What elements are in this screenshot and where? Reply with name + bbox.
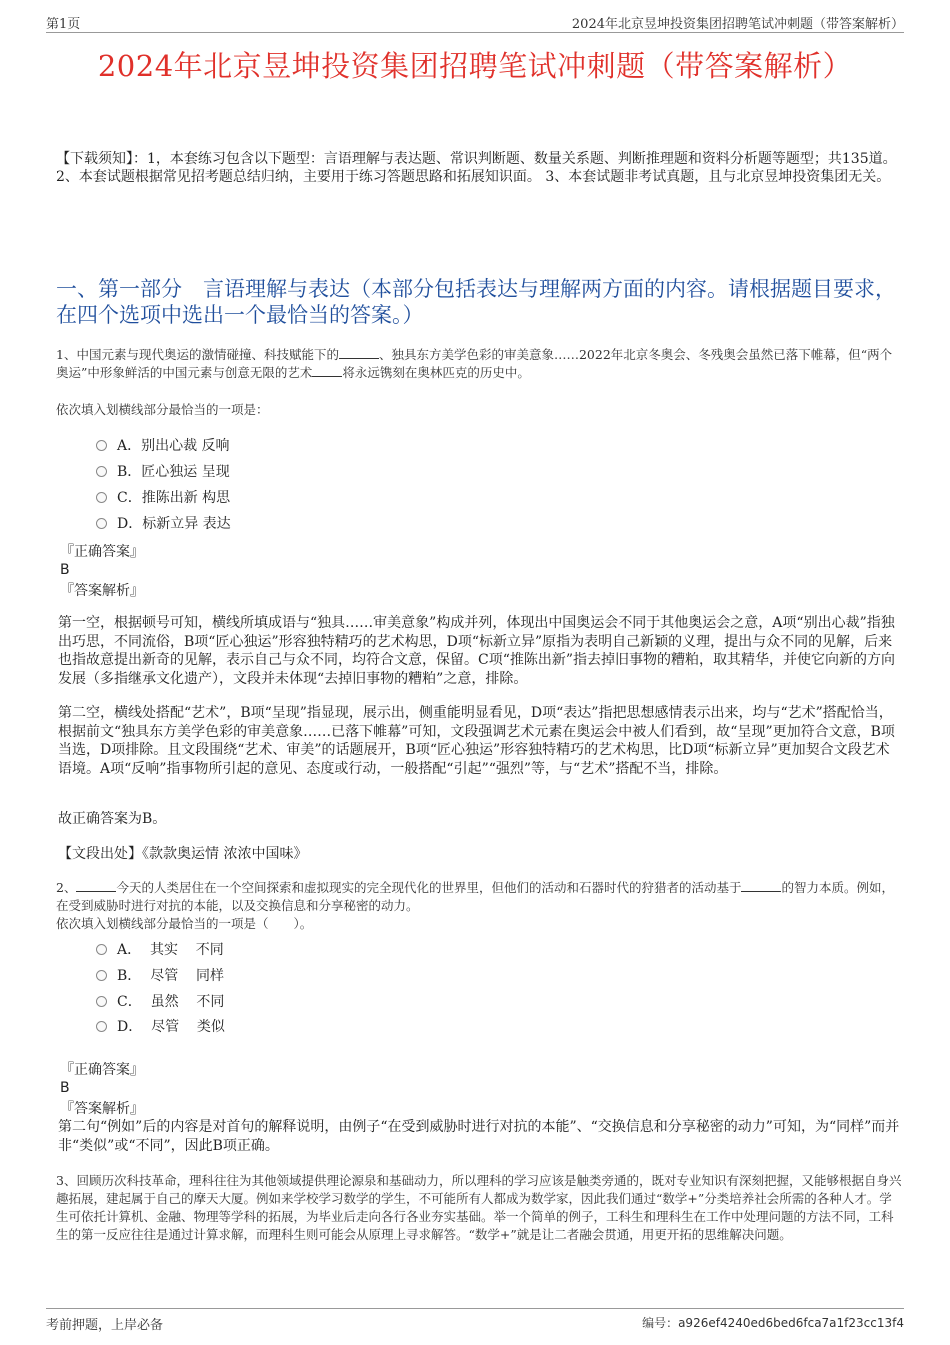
page-footer xyxy=(46,1308,904,1333)
q2-analysis: 第二句“例如”后的内容是对首句的解释说明，由例子“在受到威胁时进行对抗的本能”、“交换信息和分享秘密的动力”可知，为“同样”而并非“类似”或“不同”，因此B项正确。 xyxy=(58,1119,900,1154)
radio-icon[interactable] xyxy=(96,970,107,981)
q1-answer-label: 『正确答案』 xyxy=(60,544,144,560)
document-code: 编号：a926ef4240ed6bed6fca7a1f23cc13f4 xyxy=(642,1316,904,1330)
q1-option-b[interactable]: B．匠心独运 呈现 xyxy=(96,462,230,482)
q2-option-a[interactable]: A． 其实 不同 xyxy=(96,940,224,960)
radio-icon[interactable] xyxy=(96,518,107,529)
download-notice: 【下载须知】：1，本套练习包含以下题型：言语理解与表达题、常识判断题、数量关系题、判断推理题和资料分析题等题型；共135道。 2、本套试题根据常见招考题总结归纳，主要用于练习答题思路和拓展知识面。 3、本套试题非考试真题，且与北京昱坤投资集团无关。 xyxy=(56,151,897,185)
radio-icon[interactable] xyxy=(96,1021,107,1032)
header-doc-title: 2024年北京昱坤投资集团招聘笔试冲刺题（带答案解析） xyxy=(571,17,904,32)
question-2-text: 2、 今天的人类居住在一个空间探索和虚拟现实的完全现代化的世界里，但他们的活动和石器时代的狩猎者的活动基于 的智力本质。例如，在受到威胁时进行对抗的本能，以及交换信息和分享秘密的动力。 xyxy=(56,880,894,913)
q1-answer: B xyxy=(60,562,70,578)
q1-source: 【文段出处】《款款奥运情 浓浓中国味》 xyxy=(58,846,308,862)
q2-option-c[interactable]: C． 虽然 不同 xyxy=(96,992,224,1012)
page-number: 第1页 xyxy=(46,17,81,32)
question-1-prompt: 依次填入划横线部分最恰当的一项是： xyxy=(56,402,269,417)
radio-icon[interactable] xyxy=(96,944,107,955)
q1-option-c[interactable]: C．推陈出新 构思 xyxy=(96,488,230,508)
q1-option-a[interactable]: A．别出心裁 反响 xyxy=(96,436,230,456)
blank-2 xyxy=(312,364,342,377)
blank-2 xyxy=(741,879,781,892)
q2-option-d[interactable]: D． 尽管 类似 xyxy=(96,1017,225,1037)
radio-icon[interactable] xyxy=(96,996,107,1007)
q2-answer: B xyxy=(60,1080,70,1096)
q1-analysis-paragraph-1: 第一空，根据顿号可知，横线所填成语与“独具……审美意象”构成并列，体现出中国奥运会不同于其他奥运会之意，A项“别出心裁”指独出巧思，不同流俗，B项“匠心独运”形容独特精巧的艺术构思，D项“标新立异”原指为表明自己新颖的义理，提出与众不同的见解，后来也指故意提出新奇的见解，表示自己与众不同，均符合文意，保留。C项“推陈出新”指去掉旧事物的糟粕，取其精华，并使它向新的方向发展（多指继承文化遗产），文段并未体现“去掉旧事物的糟粕”之意，排除。 xyxy=(58,615,896,687)
blank-1 xyxy=(339,346,379,359)
page-title: 2024年北京昱坤投资集团招聘笔试冲刺题（带答案解析） xyxy=(97,49,853,83)
q2-analysis-label: 『答案解析』 xyxy=(60,1101,144,1117)
q2-answer-label: 『正确答案』 xyxy=(60,1062,144,1078)
q1-analysis-paragraph-2: 第二空，横线处搭配“艺术”，B项“呈现”指显现，展示出，侧重能明显看见，D项“表达”指把思想感情表示出来，均与“艺术”搭配恰当，根据前文“独具东方美学色彩的审美意象……已落下帷幕”可知，文段强调艺术元素在奥运会中被人们看到，故“呈现”更加符合文意，B项当选，D项排除。且文段围绕“艺术、审美”的话题展开，B项“匠心独运”形容独特精巧的艺术构思，比D项“标新立异”更加契合文段艺术语境。A项“反响”指事物所引起的意见、态度或行动，一般搭配“引起”“强烈”等，与“艺术”搭配不当，排除。 xyxy=(58,705,895,777)
q1-option-d[interactable]: D．标新立异 表达 xyxy=(96,514,231,534)
radio-icon[interactable] xyxy=(96,492,107,503)
question-3-text: 3、回顾历次科技革命，理科往往为其他领域提供理论源泉和基础动力，所以理科的学习应该是触类旁通的，既对专业知识有深刻把握，又能够根据自身兴趣拓展，建起属于自己的摩天大厦。例如来学校学习数学的学生，不可能所有人都成为数学家，因此我们通过“数学+”分类培养社会所需的各种人才。学生可依托计算机、金融、物理等学科的拓展，为毕业后走向各行各业夯实基础。举一个简单的例子，工科生和理科生在工作中处理问题的方法不同，工科生的第一反应往往是通过计算求解，而理科生则可能会从原理上寻求解答。“数学+”就是让二者融会贯通，用更开拓的思维解决问题。 xyxy=(56,1173,902,1242)
page-header xyxy=(46,10,904,33)
radio-icon[interactable] xyxy=(96,440,107,451)
blank-1 xyxy=(76,879,116,892)
footer-slogan: 考前押题，上岸必备 xyxy=(46,1318,164,1333)
q1-analysis-label: 『答案解析』 xyxy=(60,583,144,599)
question-2-prompt: 依次填入划横线部分最恰当的一项是（ ）。 xyxy=(56,916,313,931)
question-1-text: 1、中国元素与现代奥运的激情碰撞、科技赋能下的 、独具东方美学色彩的审美意象……2022年北京冬奥会、冬残奥会虽然已落下帷幕，但“两个奥运”中形象鲜活的中国元素与创意无限的艺术 将永远镌刻在奥林匹克的历史中。 xyxy=(56,347,893,380)
radio-icon[interactable] xyxy=(96,466,107,477)
section-title: 一、第一部分 言语理解与表达（本部分包括表达与理解两方面的内容。请根据题目要求，在四个选项中选出一个最恰当的答案。） xyxy=(56,277,896,327)
q2-option-b[interactable]: B． 尽管 同样 xyxy=(96,966,224,986)
q1-conclusion: 故正确答案为B。 xyxy=(58,811,167,827)
